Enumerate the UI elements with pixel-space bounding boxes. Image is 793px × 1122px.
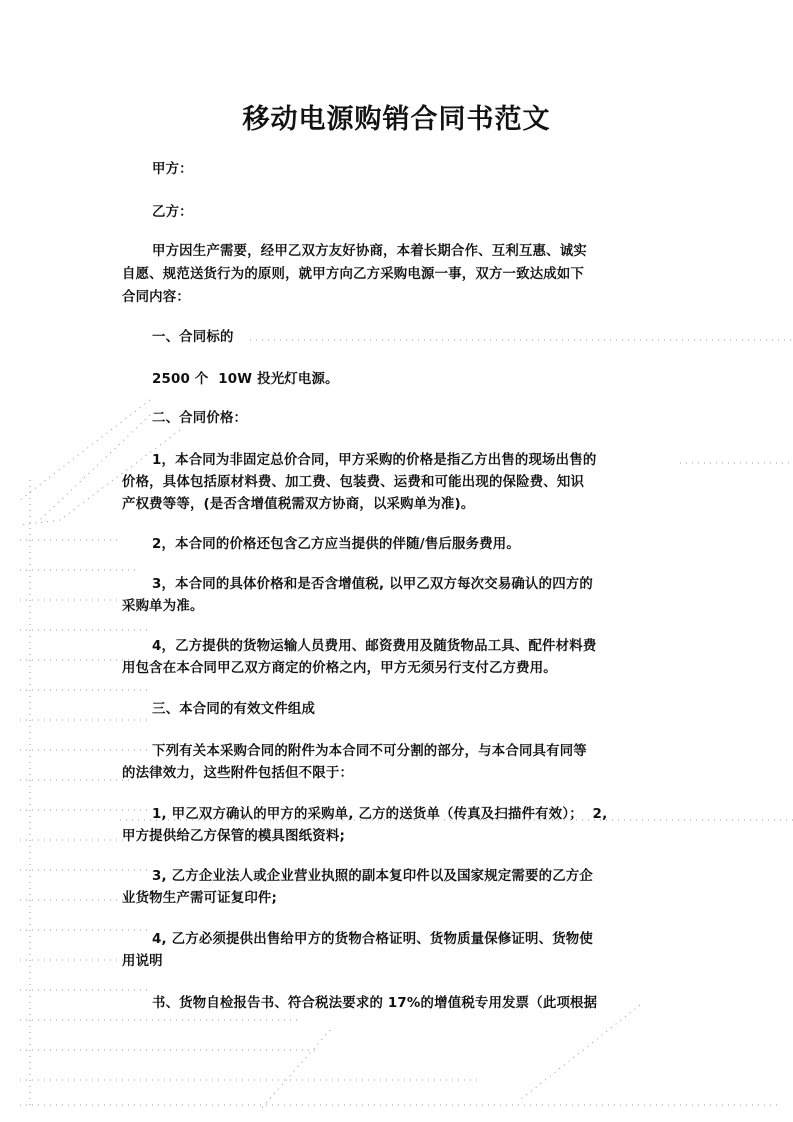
attachment-line: 业货物生产需可证复印件; — [122, 891, 278, 906]
section-heading: 一、合同标的 — [152, 330, 234, 345]
section-heading: 三、本合同的有效文件组成 — [152, 702, 316, 717]
clause-line: 4，乙方提供的货物运输人员费用、邮资费用及随货物品工具、配件材料费 — [152, 639, 597, 654]
attachment-line: 用说明 — [122, 954, 163, 969]
clause-line: 1，本合同为非固定总价合同，甲方采购的价格是指乙方出售的现场出售的 — [152, 453, 597, 468]
document-title: 移动电源购销合同书范文 — [242, 104, 551, 135]
clause-line: 用包含在本合同甲乙双方商定的价格之内，甲方无须另行支付乙方费用。 — [122, 661, 557, 676]
clause-line: 的法律效力，这些附件包括但不限于： — [122, 766, 354, 781]
attachment-line: 4, 乙方必须提供出售给甲方的货物合格证明、货物质量保修证明、货物使 — [152, 932, 593, 947]
party-b-label: 乙方： — [152, 205, 193, 220]
clause-line: 下列有关本采购合同的附件为本合同不可分割的部分，与本合同具有同等 — [152, 744, 587, 759]
intro-line: 合同内容： — [122, 290, 190, 305]
intro-line: 自愿、规范送货行为的原则，就甲方向乙方采购电源一事，双方一致达成如下 — [122, 267, 585, 282]
party-a-label: 甲方： — [152, 162, 193, 177]
section-heading: 二、合同价格： — [152, 411, 248, 426]
attachment-line: 3, 乙方企业法人或企业营业执照的副本复印件以及国家规定需要的乙方企 — [152, 869, 593, 884]
section-body: 2500 个 10W 投光灯电源。 — [152, 372, 339, 387]
attachment-line: 1, 甲乙双方确认的甲方的采购单, 乙方的送货单（传真及扫描件有效）； 2, — [152, 807, 608, 822]
intro-line: 甲方因生产需要，经甲乙双方友好协商，本着长期合作、互利互惠、诚实 — [152, 244, 587, 259]
clause-line: 2，本合同的价格还包含乙方应当提供的伴随/售后服务费用。 — [152, 537, 520, 552]
clause-line: 产权费等等，(是否含增值税需双方协商，以采购单为准)。 — [122, 497, 475, 512]
clause-line: 价格，具体包括原材料费、加工费、包装费、运费和可能出现的保险费、知识 — [122, 475, 585, 490]
clause-line: 采购单为准。 — [122, 599, 204, 614]
clause-line: 3，本合同的具体价格和是否含增值税, 以甲乙双方每次交易确认的四方的 — [152, 577, 593, 592]
attachment-line: 书、货物自检报告书、符合税法要求的 17%的增值税专用发票（此项根据 — [152, 996, 598, 1011]
attachment-line: 甲方提供给乙方保管的模具图纸资料; — [122, 829, 346, 844]
